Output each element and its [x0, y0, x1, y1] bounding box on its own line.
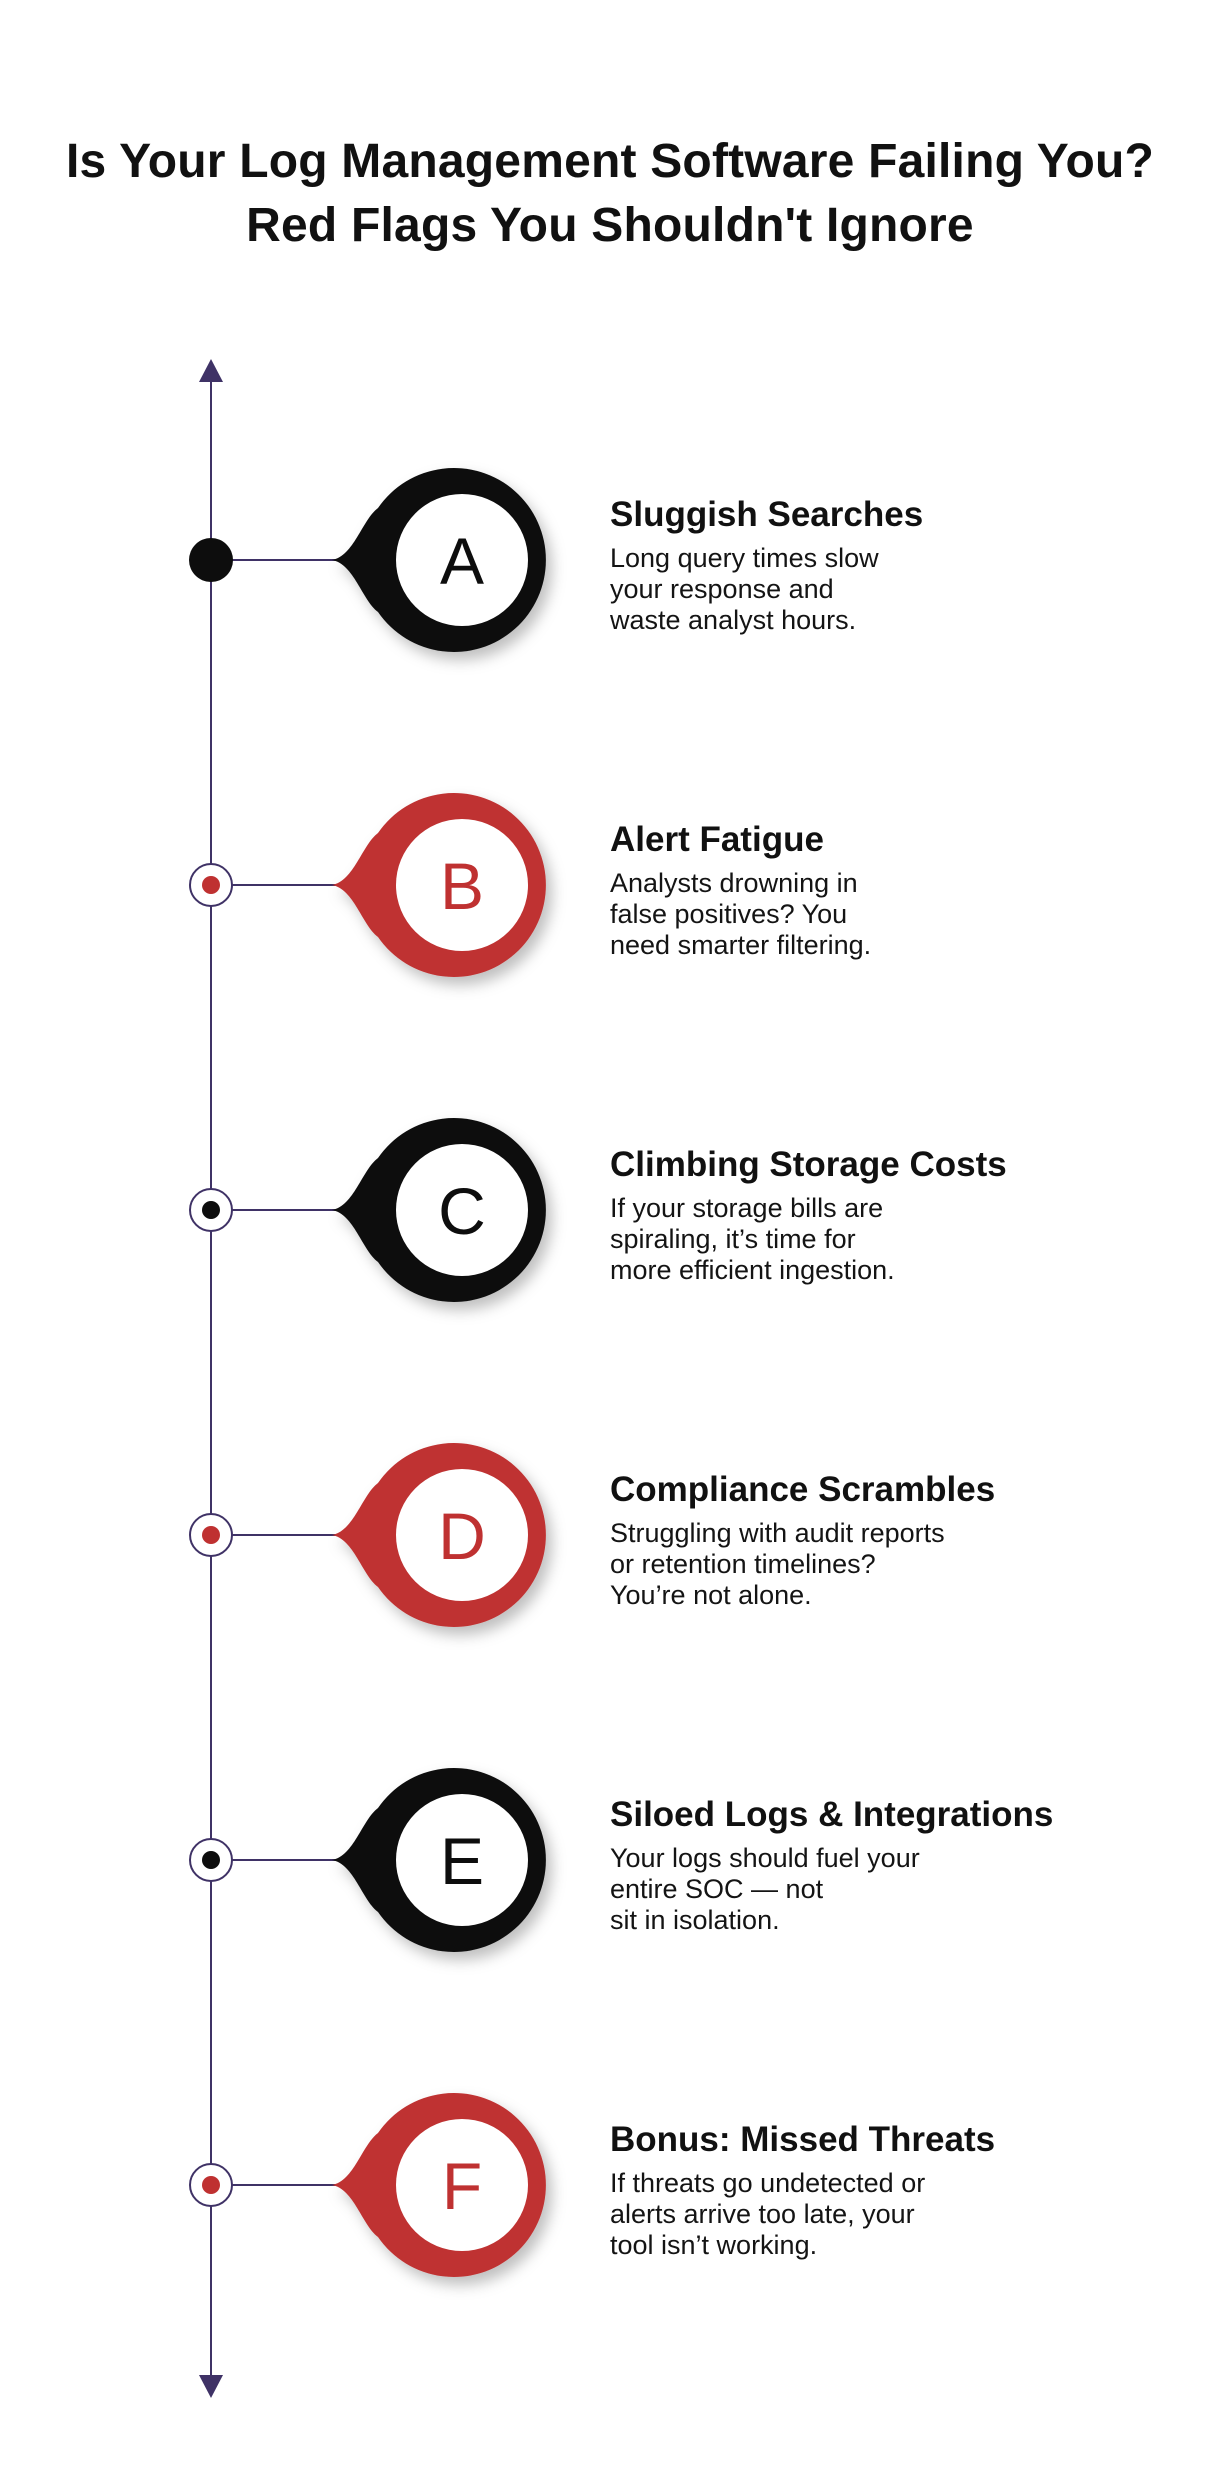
timeline-item-f [190, 2093, 546, 2277]
timeline-arrow-down-icon [199, 2375, 223, 2398]
marker-letter-b: B [439, 849, 485, 923]
item-text-c [610, 1143, 1170, 1286]
timeline-item-c [190, 1118, 546, 1302]
timeline-arrow-up-icon [199, 359, 223, 382]
item-title: Bonus: Missed Threats [610, 2120, 996, 2159]
marker-letter-f: F [441, 2149, 483, 2223]
item-text-a [610, 493, 1170, 636]
item-text-e [610, 1793, 1170, 1936]
timeline-marker-dot-e [202, 1851, 220, 1869]
page-title-line-2: Red Flags You Shouldn't Ignore [246, 199, 974, 252]
timeline-item-d [190, 1443, 546, 1627]
marker-letter-a: A [439, 524, 485, 598]
item-text-d [610, 1468, 1170, 1611]
item-description: Your logs should fuel your entire SOC — not sit in isolation. [610, 1843, 920, 1935]
timeline-marker-dot-f [202, 2176, 220, 2194]
marker-letter-e: E [439, 1824, 485, 1898]
timeline-marker-dot-d [202, 1526, 220, 1544]
item-description: If threats go undetected or alerts arrive too late, your tool isn’t working. [610, 2168, 926, 2260]
marker-letter-d: D [438, 1499, 486, 1573]
item-title: Siloed Logs & Integrations [610, 1795, 1054, 1834]
item-text-f [610, 2118, 1170, 2261]
timeline-marker-dot-c [202, 1201, 220, 1219]
timeline-marker-a [189, 538, 233, 582]
timeline-item-e [190, 1768, 546, 1952]
item-description: If your storage bills are spiraling, it’s time for more efficient ingestion. [610, 1193, 895, 1285]
timeline-marker-dot-b [202, 876, 220, 894]
item-description: Struggling with audit reports or retention timelines? You’re not alone. [610, 1518, 945, 1610]
item-description: Analysts drowning in false positives? You need smarter filtering. [610, 868, 872, 960]
timeline-item-a [189, 468, 546, 652]
marker-letter-c: C [438, 1174, 486, 1248]
item-title: Alert Fatigue [610, 820, 824, 859]
page-title-line-1: Is Your Log Management Software Failing You? [65, 135, 1155, 188]
item-title: Climbing Storage Costs [610, 1145, 1007, 1184]
timeline-item-b [190, 793, 546, 977]
item-description: Long query times slow your response and waste analyst hours. [610, 543, 879, 635]
item-text-b [610, 818, 1170, 961]
item-title: Sluggish Searches [610, 495, 924, 534]
item-title: Compliance Scrambles [610, 1470, 996, 1509]
